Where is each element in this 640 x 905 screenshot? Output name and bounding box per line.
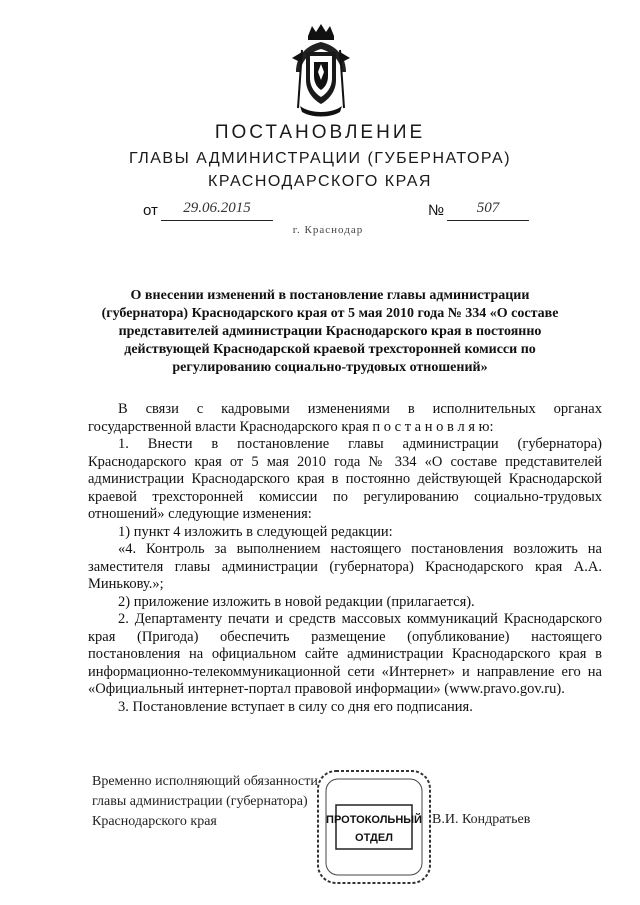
date-number-row: [0, 200, 640, 224]
signer-position-line-1: Временно исполняющий обязанности: [92, 774, 318, 789]
issuer-heading: ГЛАВЫ АДМИНИСТРАЦИИ (ГУБЕРНАТОРА): [128, 150, 512, 167]
signature-block: [92, 772, 318, 832]
number-value: 507: [447, 200, 529, 221]
signer-name: В.И. Кондратьев: [432, 812, 531, 827]
document-type-heading: ПОСТАНОВЛЕНИЕ: [214, 122, 426, 143]
date-label: от: [143, 202, 158, 219]
official-stamp: [312, 765, 436, 889]
document-body: [88, 401, 602, 716]
region-heading: КРАСНОДАРСКОГО КРАЯ: [208, 173, 432, 190]
number-label: №: [428, 202, 445, 219]
signer-position-line-3: Краснодарского края: [92, 814, 217, 829]
date-value: 29.06.2015: [161, 200, 273, 221]
paragraph-preamble: В связи с кадровыми изменениями в исполнительных органах государственной власти Краснодарского края п о с т а н о в л я ю:: [88, 401, 602, 435]
paragraph-quote: «4. Контроль за выполнением настоящего постановления возложить на заместителя главы администрации (губернатора) Краснодарского края А.А. Минькову.»;: [88, 541, 602, 592]
paragraph-item-3: 3. Постановление вступает в силу со дня его подписания.: [118, 698, 473, 715]
coat-of-arms-icon: [290, 22, 352, 118]
city-label: г. Краснодар: [292, 224, 364, 236]
stamp-text-line-2: ОТДЕЛ: [355, 832, 393, 844]
paragraph-item-2: 2. Департаменту печати и средств массовых коммуникаций Краснодарского края (Пригода) обеспечить размещение (опубликование) настоящего постановления на официальном сайте администрации Краснодарского края в информационно-телекоммуникационной сети «Интернет» и направление его на «Официальный интернет-портал правовой информации» (www.pravo.gov.ru).: [88, 611, 602, 697]
document-title: О внесении изменений в постановление главы администрации (губернатора) Краснодарского края от 5 мая 2010 года № 334 «О составе представителей администрации Краснодарского края в постоянно действующей Краснодарской краевой трехсторонней комисси по регулированию социально-трудовых отношений»: [101, 288, 559, 375]
signer-position-line-2: главы администрации (губернатора): [92, 794, 308, 809]
paragraph-subitem-2: 2) приложение изложить в новой редакции (прилагается).: [118, 593, 475, 610]
paragraph-item-1: 1. Внести в постановление главы администрации (губернатора) Краснодарского края от 5 мая 2010 года № 334 «О составе представителей администрации Краснодарского края в постоянно действующей Краснодарской краевой трехсторонней комиссии по регулированию социально-трудовых отношений» следующие изменения:: [88, 436, 602, 522]
stamp-text-line-1: ПРОТОКОЛЬНЫЙ: [326, 814, 422, 826]
paragraph-subitem-1: 1) пункт 4 изложить в следующей редакции:: [118, 523, 393, 540]
